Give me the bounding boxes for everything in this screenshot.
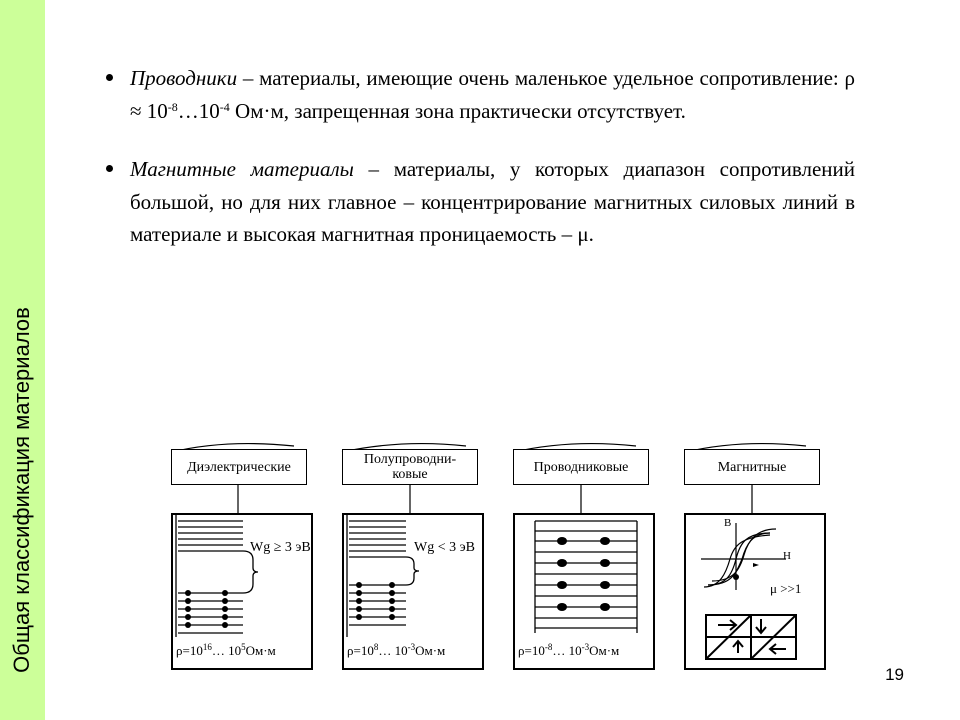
conductors-text-b: …10 <box>177 98 220 123</box>
bullet-magnetic <box>100 153 855 251</box>
rho-prefix: ρ=10 <box>518 643 545 658</box>
rho-mid: … 10 <box>211 643 242 658</box>
axis-b-label: B <box>724 517 732 529</box>
rho-semiconductor <box>347 643 445 659</box>
category-semiconductor <box>342 449 478 485</box>
category-label: Полупроводни-ковые <box>363 452 457 482</box>
term-conductors: Проводники <box>130 66 238 90</box>
sidebar <box>0 0 45 720</box>
category-label: Диэлектрические <box>187 459 291 475</box>
bullet-conductors <box>100 62 855 127</box>
category-magnetic <box>684 449 820 485</box>
rho-exp-1: 16 <box>202 642 212 652</box>
rho-unit: Ом·м <box>589 643 620 658</box>
panel-magnetic <box>684 513 826 670</box>
conductors-sup-2: -4 <box>219 99 230 114</box>
conductors-text-c: Ом·м, запрещенная зона практически отсутствует. <box>229 98 686 123</box>
sidebar-title: Общая классификация материалов <box>9 307 34 673</box>
rho-exp-2: -3 <box>581 642 590 652</box>
rho-exp-1: -8 <box>544 642 553 652</box>
magnetic-text: – материалы, у которых диапазон сопротивлений большой, но для них главное – концентрирование магнитных силовых линий в материале и высокая магнитная проницаемость – μ. <box>130 157 855 246</box>
category-label: Проводниковые <box>533 459 629 475</box>
classification-diagram <box>166 438 826 670</box>
panel-semiconductor <box>342 513 484 670</box>
rho-unit: Ом·м <box>245 643 276 658</box>
conductors-sup-1: -8 <box>167 99 178 114</box>
panel-conductor <box>513 513 655 670</box>
rho-prefix: ρ=10 <box>176 643 203 658</box>
rho-unit: Ом·м <box>415 643 446 658</box>
category-label: Магнитные <box>717 459 787 475</box>
term-magnetic: Магнитные материалы <box>130 157 354 181</box>
mu-label: μ >>1 <box>770 581 802 596</box>
bullet-dot-icon <box>106 165 113 172</box>
rho-conductor <box>518 643 619 659</box>
rho-prefix: ρ=10 <box>347 643 374 658</box>
hysteresis-icon <box>686 515 824 668</box>
bullet-list <box>100 62 855 251</box>
conductors-text-a: – материалы, имеющие очень маленькое удельное сопротивление: ρ ≈ 10 <box>130 66 855 123</box>
axis-h-label: H <box>783 550 791 562</box>
rho-mid: … 10 <box>378 643 408 658</box>
rho-exp-2: 5 <box>241 642 246 652</box>
page-number: 19 <box>885 665 904 684</box>
gap-label-semiconductor: Wg < 3 эВ <box>414 540 475 555</box>
rho-mid: … 10 <box>552 643 582 658</box>
category-conductor <box>513 449 649 485</box>
rho-exp-1: 8 <box>373 642 379 652</box>
bullet-dot-icon <box>106 74 113 81</box>
rho-dielectric <box>176 643 276 659</box>
category-dielectric <box>171 449 307 485</box>
rho-exp-2: -3 <box>407 642 416 652</box>
gap-label-dielectric: Wg ≥ 3 эВ <box>250 540 311 555</box>
panel-dielectric <box>171 513 313 670</box>
